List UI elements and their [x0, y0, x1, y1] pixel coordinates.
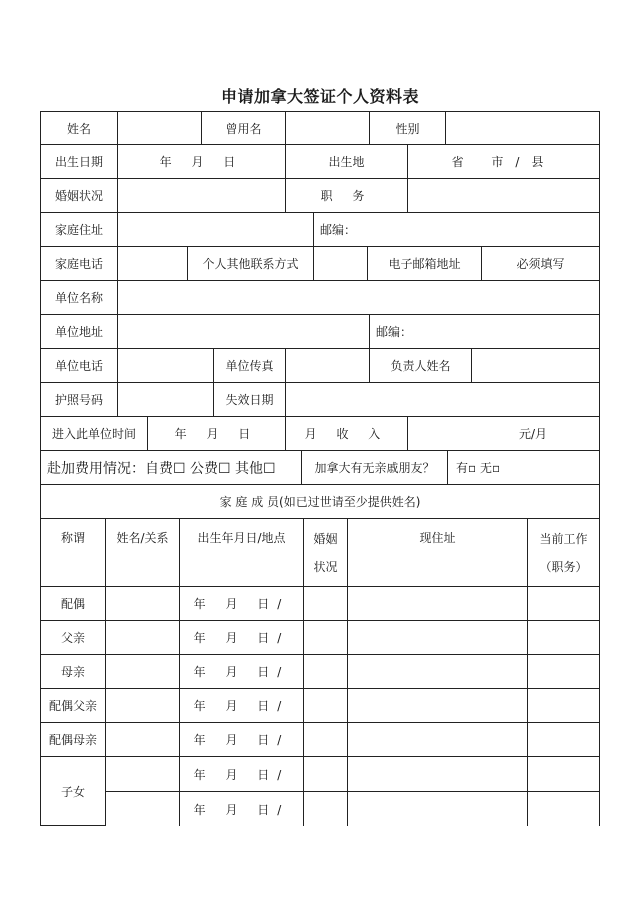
employer-field[interactable] [118, 281, 600, 315]
position-field[interactable] [408, 179, 600, 213]
family-row-birth-field[interactable] [180, 587, 304, 621]
gender-label: 性别 [370, 111, 446, 145]
expenses-field[interactable]: 赴加费用情况：自费☐ 公费☐ 其他☐ [40, 451, 302, 485]
postcode-label: 邮编： [320, 223, 357, 237]
family-row-relation-label: 配偶 [40, 587, 106, 621]
fax-label: 单位传真 [214, 349, 286, 383]
passport-field[interactable] [118, 383, 214, 417]
birth-date-label: 出生日期 [40, 145, 118, 179]
address-field[interactable] [118, 213, 314, 247]
income-field[interactable] [408, 417, 600, 451]
manager-field[interactable] [472, 349, 600, 383]
postcode-field[interactable] [314, 213, 600, 247]
family-row-date-format: 年 月 日/ [193, 631, 290, 645]
employer-address-label: 单位地址 [40, 315, 118, 349]
home-phone-label: 家庭电话 [40, 247, 118, 281]
family-row-work-field[interactable] [528, 689, 600, 723]
expiry-field[interactable] [286, 383, 600, 417]
birth-date-field[interactable] [118, 145, 286, 179]
family-row-birth-field[interactable] [180, 689, 304, 723]
family-row-relation-label: 配偶父亲 [40, 689, 106, 723]
marital-field[interactable] [118, 179, 286, 213]
children-label: 子女 [40, 757, 106, 826]
family-row-birth-field[interactable] [180, 723, 304, 757]
col-work-line1: 当前工作 [539, 532, 588, 547]
family-row-work-field[interactable] [528, 587, 600, 621]
family-row-relation-label: 父亲 [40, 621, 106, 655]
family-row-work-field[interactable] [528, 723, 600, 757]
family-row-relation-label: 母亲 [40, 655, 106, 689]
name-label: 姓名 [40, 111, 118, 145]
child2-name-field[interactable] [106, 792, 180, 826]
family-row-marital-field[interactable] [304, 587, 348, 621]
family-row-address-field[interactable] [348, 587, 528, 621]
date-format: 年 月 日 [159, 155, 244, 169]
family-row-relation-label: 配偶母亲 [40, 723, 106, 757]
child1-work-field[interactable] [528, 757, 600, 792]
birthplace-field[interactable] [408, 145, 600, 179]
col-marital [304, 519, 348, 587]
family-row-address-field[interactable] [348, 723, 528, 757]
family-header: 家 庭 成 员(如已过世请至少提供姓名) [40, 485, 600, 519]
former-name-field[interactable] [286, 111, 370, 145]
family-row-date-format: 年 月 日/ [193, 597, 290, 611]
family-row-name-field[interactable] [106, 723, 180, 757]
join-date-format: 年 月 日 [174, 427, 259, 441]
family-row-date-format: 年 月 日/ [193, 733, 290, 747]
family-row-work-field[interactable] [528, 621, 600, 655]
family-row-marital-field[interactable] [304, 655, 348, 689]
name-field[interactable] [118, 111, 202, 145]
manager-label: 负责人姓名 [370, 349, 472, 383]
family-row-date-format: 年 月 日/ [193, 665, 290, 679]
employer-postcode-field[interactable] [370, 315, 600, 349]
position-label: 职 务 [286, 179, 408, 213]
family-row-name-field[interactable] [106, 621, 180, 655]
email-label: 电子邮箱地址 [368, 247, 482, 281]
visa-info-form [40, 111, 600, 826]
child1-marital-field[interactable] [304, 757, 348, 792]
col-marital-line1: 婚姻 [313, 532, 338, 547]
family-row-date-format: 年 月 日/ [193, 699, 290, 713]
home-phone-field[interactable] [118, 247, 188, 281]
address-label: 家庭住址 [40, 213, 118, 247]
employer-postcode-label: 邮编： [376, 325, 413, 339]
relatives-yes-no[interactable]: 有▫ 无▫ [448, 451, 600, 485]
work-phone-field[interactable] [118, 349, 214, 383]
join-time-label: 进入此单位时间 [40, 417, 148, 451]
family-row-marital-field[interactable] [304, 621, 348, 655]
marital-label: 婚姻状况 [40, 179, 118, 213]
family-row-work-field[interactable] [528, 655, 600, 689]
join-time-field[interactable] [148, 417, 286, 451]
work-phone-label: 单位电话 [40, 349, 118, 383]
family-row-address-field[interactable] [348, 621, 528, 655]
former-name-label: 曾用名 [202, 111, 286, 145]
family-row-birth-field[interactable] [180, 621, 304, 655]
family-row-address-field[interactable] [348, 689, 528, 723]
relatives-question: 加拿大有无亲戚朋友？ [302, 451, 448, 485]
birthplace-label: 出生地 [286, 145, 408, 179]
child1-name-field[interactable] [106, 757, 180, 792]
col-name-relation: 姓名/关系 [106, 519, 180, 587]
form-title: 申请加拿大签证个人资料表 [220, 87, 419, 106]
col-address: 现住址 [348, 519, 528, 587]
other-contact-field[interactable] [314, 247, 368, 281]
fax-field[interactable] [286, 349, 370, 383]
expiry-label: 失效日期 [214, 383, 286, 417]
income-unit: 元/月 [518, 427, 547, 441]
col-marital-line2: 状况 [313, 559, 338, 574]
family-row-address-field[interactable] [348, 655, 528, 689]
other-contact-label: 个人其他联系方式 [188, 247, 314, 281]
employer-address-field[interactable] [118, 315, 370, 349]
passport-label: 护照号码 [40, 383, 118, 417]
family-row-birth-field[interactable] [180, 655, 304, 689]
gender-field[interactable] [446, 111, 600, 145]
child2-birth-field[interactable]: 年 月 日/ [180, 792, 304, 826]
child1-birth-field[interactable]: 年 月 日/ [180, 757, 304, 792]
col-birth: 出生年月日/地点 [180, 519, 304, 587]
child1-address-field[interactable] [348, 757, 528, 792]
family-row-name-field[interactable] [106, 689, 180, 723]
col-work-line2: （职务） [539, 559, 588, 574]
child2-work-field[interactable] [528, 792, 600, 826]
family-row-marital-field[interactable] [304, 689, 348, 723]
family-row-name-field[interactable] [106, 655, 180, 689]
province-city-format: 省 市/县 [451, 155, 556, 169]
child2-address-field[interactable] [348, 792, 528, 826]
child2-marital-field[interactable] [304, 792, 348, 826]
family-row-marital-field[interactable] [304, 723, 348, 757]
email-field[interactable]: 必须填写 [482, 247, 600, 281]
col-work [528, 519, 600, 587]
col-relation: 称谓 [40, 519, 106, 587]
family-row-name-field[interactable] [106, 587, 180, 621]
income-label: 月 收 入 [286, 417, 408, 451]
employer-label: 单位名称 [40, 281, 118, 315]
